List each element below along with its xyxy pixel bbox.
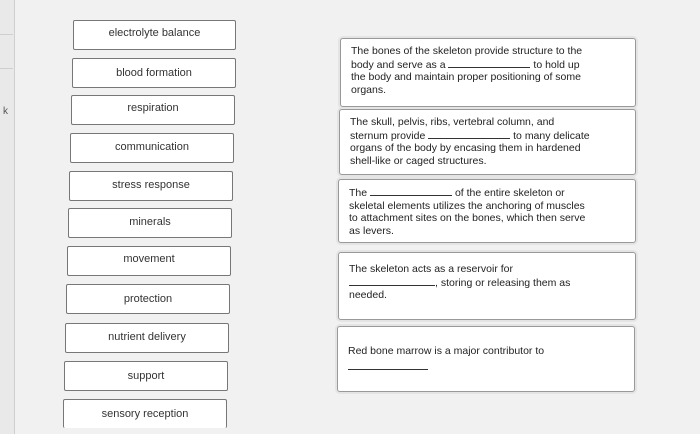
statement-line — [349, 186, 625, 200]
statement-line — [351, 84, 625, 97]
term-respiration[interactable] — [71, 95, 235, 125]
term-label: minerals — [129, 216, 171, 228]
statement-text: body and serve as a — [351, 58, 446, 71]
statement-line — [350, 155, 625, 168]
term-blood-formation[interactable] — [72, 58, 236, 88]
statement-text: needed. — [349, 289, 387, 302]
term-electrolyte-balance[interactable] — [73, 20, 236, 50]
statement-line — [350, 142, 625, 155]
statement-box-3[interactable] — [338, 179, 636, 243]
statement-text: , storing or releasing them as — [435, 276, 571, 289]
term-sensory-reception[interactable] — [63, 399, 227, 428]
answer-blank[interactable] — [448, 58, 530, 68]
statement-line — [351, 71, 625, 84]
term-label: blood formation — [116, 67, 192, 79]
term-label: stress response — [112, 179, 190, 191]
answer-blank[interactable] — [349, 276, 435, 286]
statement-line — [349, 289, 625, 302]
left-panel-strip — [0, 0, 15, 434]
answer-blank[interactable] — [348, 360, 428, 370]
statement-text: skeletal elements utilizes the anchoring of muscles — [349, 199, 585, 212]
statement-text: to many delicate — [513, 129, 590, 142]
statement-text: The skull, pelvis, ribs, vertebral column, and — [350, 116, 555, 128]
term-label: respiration — [127, 102, 179, 114]
answer-blank[interactable] — [428, 129, 510, 139]
statement-line — [351, 45, 625, 58]
statement-text: as levers. — [349, 224, 394, 237]
statement-line — [349, 225, 625, 238]
term-communication[interactable] — [70, 133, 234, 163]
statement-text: the body and maintain proper positioning of some — [351, 71, 581, 84]
statement-text: Red bone marrow is a major contributor to — [348, 345, 545, 357]
answer-blank[interactable] — [370, 186, 452, 196]
term-label: communication — [115, 141, 189, 153]
statement-line — [350, 129, 625, 143]
statement-line — [349, 212, 625, 225]
statement-line — [351, 58, 625, 72]
statement-text: to hold up — [533, 58, 580, 71]
term-label: nutrient delivery — [108, 331, 186, 343]
statement-text: The skeleton acts as a reservoir for — [349, 263, 513, 275]
statement-line — [349, 276, 625, 290]
statement-text: The bones of the skeleton provide structure to the — [351, 45, 583, 57]
statement-line — [348, 360, 624, 374]
statement-text: shell-like or caged structures. — [350, 154, 487, 167]
term-label: movement — [123, 253, 175, 265]
statement-line — [350, 116, 625, 129]
left-panel-tab[interactable] — [0, 34, 13, 69]
statement-text: organs. — [351, 83, 387, 96]
statement-line — [348, 345, 624, 358]
term-protection[interactable] — [66, 284, 230, 314]
statement-box-5[interactable] — [337, 326, 635, 392]
statement-box-2[interactable] — [339, 109, 636, 175]
term-movement[interactable] — [67, 246, 231, 276]
statement-line — [349, 200, 625, 213]
statement-box-1[interactable] — [340, 38, 636, 107]
statement-text: of the entire skeleton or — [454, 187, 565, 199]
term-label: protection — [123, 293, 173, 305]
statement-text: organs of the body by encasing them in hardened — [350, 142, 581, 155]
statement-line — [349, 263, 625, 276]
statement-text: to attachment sites on the bones, which then serve — [349, 212, 586, 225]
term-support[interactable] — [64, 361, 228, 391]
term-minerals[interactable] — [68, 208, 232, 238]
term-label: support — [127, 370, 165, 382]
statement-box-4[interactable] — [338, 252, 636, 320]
term-nutrient-delivery[interactable] — [65, 323, 229, 353]
term-label: electrolyte balance — [108, 27, 201, 39]
statement-text: sternum provide — [350, 129, 426, 142]
term-stress-response[interactable] — [69, 171, 233, 201]
left-panel-letter: k — [3, 106, 8, 117]
statement-text: The — [349, 187, 368, 199]
term-label: sensory reception — [101, 408, 189, 420]
left-panel-tab[interactable] — [0, 0, 13, 35]
